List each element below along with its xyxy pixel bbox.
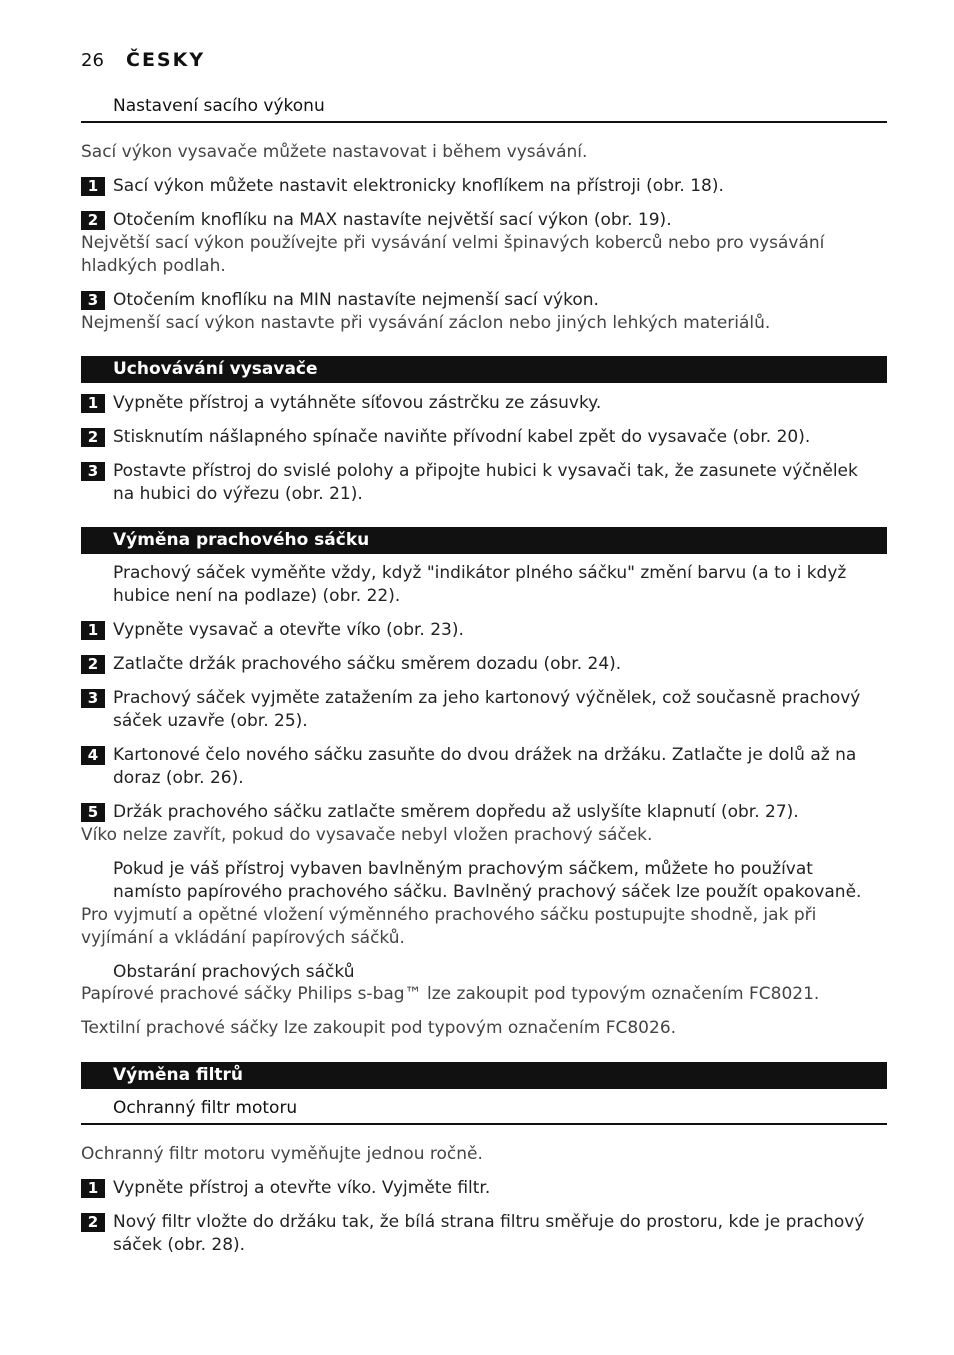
step-number: 4 (81, 746, 105, 765)
dustbag-intro: Prachový sáček vyměňte vždy, když "indikátor plného sáčku" změní barvu (a to i když hubice není na podlaze) (obr. 22). (113, 563, 847, 606)
step-text: Otočením knoflíku na MIN nastavíte nejmenší sací výkon. (113, 290, 599, 310)
step-note: Nejmenší sací výkon nastavte při vysávání záclon nebo jiných lehkých materiálů. (81, 313, 771, 333)
step-number: 3 (81, 291, 105, 310)
language-heading: ČESKY (126, 49, 206, 71)
section-header-storage (81, 356, 887, 383)
page-number: 26 (81, 50, 104, 71)
cotton-bag-note: Pro vyjmutí a opětné vložení výměnného prachového sáčku postupujte shodně, jak při vyjímání a vkládání papírových sáčků. (81, 905, 817, 948)
order-title: Obstarání prachových sáčků (113, 962, 355, 982)
step-number: 3 (81, 689, 105, 708)
step-text: Prachový sáček vyjměte zatažením za jeho kartonový výčnělek, což současně prachový sáček uzavře (obr. 25). (113, 688, 861, 731)
step-text: Vypněte přístroj a vytáhněte síťovou zástrčku ze zásuvky. (113, 393, 602, 413)
step-text: Zatlačte držák prachového sáčku směrem dozadu (obr. 24). (113, 654, 622, 674)
section-title: Výměna filtrů (113, 1065, 244, 1085)
step-number: 1 (81, 621, 105, 640)
subtitle-rule (81, 121, 887, 123)
section-title: Výměna prachového sáčku (113, 530, 370, 550)
step-number: 2 (81, 1213, 105, 1232)
step-text: Postavte přístroj do svislé polohy a připojte hubici k vysavači tak, že zasunete výčnělek na hubici do výřezu (obr. 21). (113, 461, 858, 504)
filters-subtitle: Ochranný filtr motoru (113, 1098, 298, 1118)
order-textile: Textilní prachové sáčky lze zakoupit pod typovým označením FC8026. (81, 1018, 677, 1038)
step-text: Držák prachového sáčku zatlačte směrem dopředu až uslyšíte klapnutí (obr. 27). (113, 802, 799, 822)
step-number: 1 (81, 394, 105, 413)
order-paper: Papírové prachové sáčky Philips s-bag™ lze zakoupit pod typovým označením FC8021. (81, 984, 820, 1004)
step-number: 3 (81, 462, 105, 481)
step-text: Vypněte přístroj a otevřte víko. Vyjměte filtr. (113, 1178, 491, 1198)
suction-subtitle: Nastavení sacího výkonu (113, 96, 325, 116)
step-number: 5 (81, 803, 105, 822)
section-header-filters (81, 1062, 887, 1089)
step-text: Sací výkon můžete nastavit elektronicky knoflíkem na přístroji (obr. 18). (113, 176, 724, 196)
section-title: Uchovávání vysavače (113, 359, 318, 379)
step-note: Největší sací výkon používejte při vysávání velmi špinavých koberců nebo pro vysávání hladkých podlah. (81, 233, 825, 276)
section-header-dustbag (81, 527, 887, 554)
step-text: Otočením knoflíku na MAX nastavíte největší sací výkon (obr. 19). (113, 210, 672, 230)
step-number: 2 (81, 211, 105, 230)
step-number: 2 (81, 428, 105, 447)
step-text: Nový filtr vložte do držáku tak, že bílá strana filtru směřuje do prostoru, kde je prachový sáček (obr. 28). (113, 1212, 865, 1255)
step-number: 2 (81, 655, 105, 674)
step-note: Víko nelze zavřít, pokud do vysavače nebyl vložen prachový sáček. (81, 825, 653, 845)
step-text: Stisknutím nášlapného spínače naviňte přívodní kabel zpět do vysavače (obr. 20). (113, 427, 811, 447)
subtitle-rule (81, 1123, 887, 1125)
filters-intro: Ochranný filtr motoru vyměňujte jednou ročně. (81, 1144, 483, 1164)
suction-intro: Sací výkon vysavače můžete nastavovat i během vysávání. (81, 142, 588, 162)
step-number: 1 (81, 177, 105, 196)
step-text: Kartonové čelo nového sáčku zasuňte do dvou drážek na držáku. Zatlačte je dolů až na doraz (obr. 26). (113, 745, 857, 788)
step-text: Vypněte vysavač a otevřte víko (obr. 23). (113, 620, 464, 640)
cotton-bag-text: Pokud je váš přístroj vybaven bavlněným prachovým sáčkem, můžete ho používat namísto papírového prachového sáčku. Bavlněný prachový sáček lze použít opakovaně. (113, 859, 862, 902)
step-number: 1 (81, 1179, 105, 1198)
